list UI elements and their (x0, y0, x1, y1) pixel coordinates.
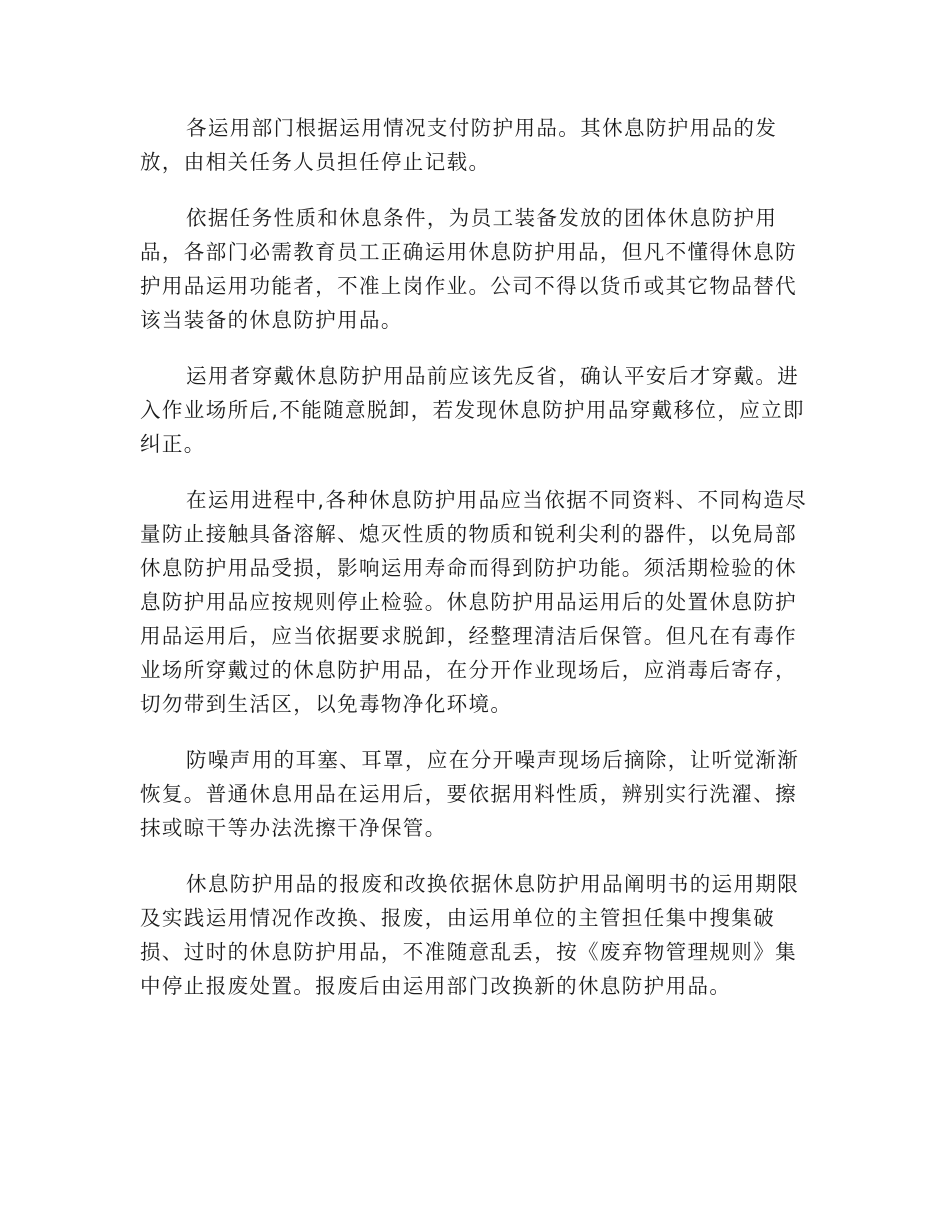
paragraph-line: 运用者穿戴休息防护用品前应该先反省，确认平安后才穿戴。进 (186, 364, 800, 388)
paragraph-line: 量防止接触具备溶解、熄灭性质的物质和锐利尖利的器件，以免局部 (140, 522, 797, 546)
paragraph-line: 护用品运用功能者，不准上岗作业。公司不得以货币或其它物品替代 (140, 274, 797, 298)
paragraph-wearing-inspection (140, 359, 810, 461)
paragraph-line: 息防护用品应按规则停止检验。休息防护用品运用后的处置休息防护 (140, 590, 797, 614)
paragraph-line: 防噪声用的耳塞、耳罩，应在分开噪声现场后摘除，让听觉渐渐 (186, 748, 800, 772)
paragraph-noise-protection (140, 743, 810, 845)
paragraph-line: 该当装备的休息防护用品。 (140, 308, 403, 332)
paragraph-line: 休息防护用品的报废和改换依据休息防护用品阐明书的运用期限 (186, 872, 800, 896)
paragraph-line: 各运用部门根据运用情况支付防护用品。其休息防护用品的发 (186, 116, 778, 140)
paragraph-scrapping-and-replacement (140, 867, 810, 1003)
paragraph-line: 中停止报废处置。报废后由运用部门改换新的休息防护用品。 (140, 974, 732, 998)
paragraph-line: 入作业场所后,不能随意脱卸，若发现休息防护用品穿戴移位，应立即 (140, 398, 805, 422)
paragraph-line: 损、过时的休息防护用品，不准随意乱丢，按《废弃物管理规则》集 (140, 940, 797, 964)
paragraph-line: 业场所穿戴过的休息防护用品，在分开作业现场后，应消毒后寄存， (140, 658, 797, 682)
document-body (140, 111, 810, 1025)
paragraph-line: 在运用进程中,各种休息防护用品应当依据不同资料、不同构造尽 (186, 488, 808, 512)
paragraph-line: 抹或晾干等办法洗擦干净保管。 (140, 816, 447, 840)
paragraph-line: 品，各部门必需教育员工正确运用休息防护用品，但凡不懂得休息防 (140, 240, 797, 264)
paragraph-line: 纠正。 (140, 432, 206, 456)
paragraph-line: 休息防护用品受损，影响运用寿命而得到防护功能。须活期检验的休 (140, 556, 797, 580)
paragraph-usage-and-maintenance (140, 483, 810, 721)
paragraph-employee-education (140, 201, 810, 337)
paragraph-line: 切勿带到生活区，以免毒物净化环境。 (140, 692, 513, 716)
paragraph-line: 及实践运用情况作改换、报废，由运用单位的主管担任集中搜集破 (140, 906, 776, 930)
paragraph-line: 用品运用后，应当依据要求脱卸，经整理清洁后保管。但凡在有毒作 (140, 624, 797, 648)
paragraph-protective-equipment-distribution (140, 111, 810, 179)
paragraph-line: 放，由相关任务人员担任停止记载。 (140, 150, 491, 174)
paragraph-line: 恢复。普通休息用品在运用后，要依据用料性质，辨别实行洗濯、擦 (140, 782, 797, 806)
paragraph-line: 依据任务性质和休息条件，为员工装备发放的团体休息防护用 (186, 206, 778, 230)
